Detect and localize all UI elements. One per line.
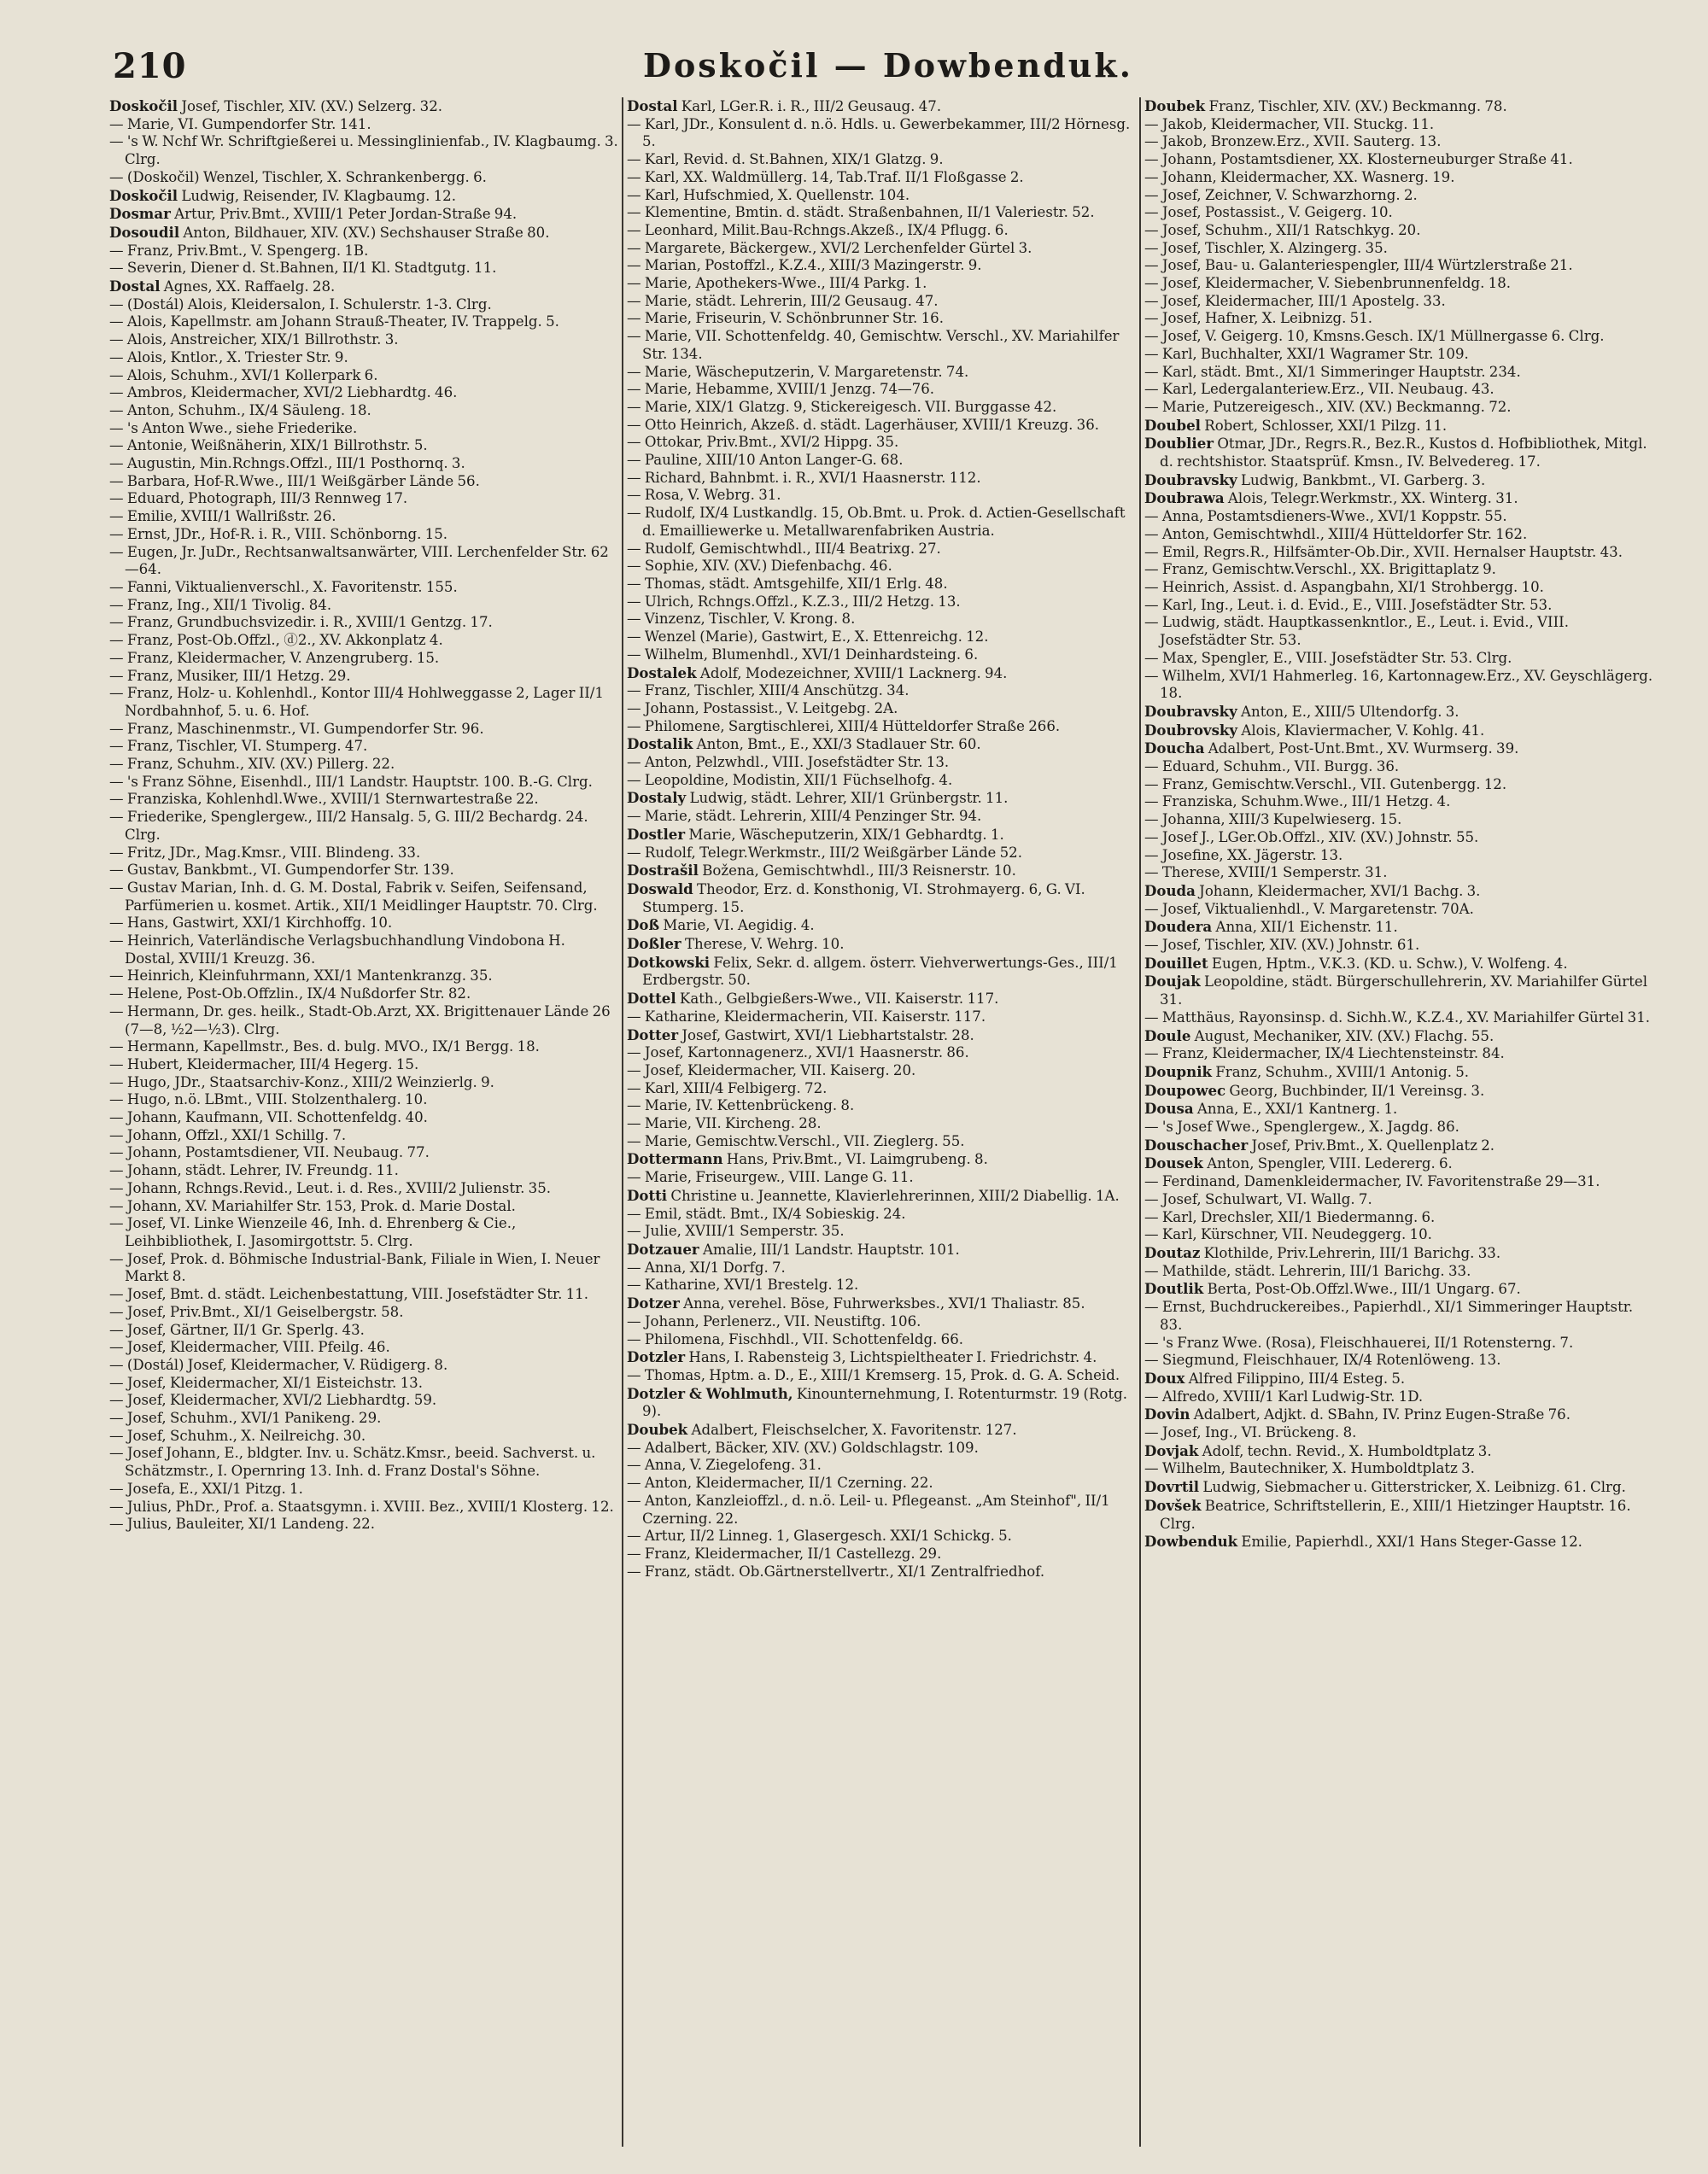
directory-entry: — Thomas, städt. Amtsgehilfe, XII/1 Erlg. 48.: [627, 575, 948, 592]
directory-entry: — Josef, Tischler, X. Alzingerg. 35.: [1144, 239, 1388, 256]
directory-entry: — Josef Johann, E., bldgter. Inv. u. Schätz.Kmsr., beeid. Sachverst. u. Schätzmstr., I. Opernring 13. Inh. d. Franz Dostal's Söhne.: [109, 1445, 596, 1480]
directory-entry: — Helene, Post-Ob.Offzlin., IX/4 Nußdorfer Str. 82.: [109, 985, 471, 1002]
directory-entry: — Heinrich, Vaterländische Verlagsbuchhandlung Vindobona H. Dostal, XVIII/1 Kreuzg. 36.: [109, 932, 565, 967]
directory-entry: — Franz, Maschinenmstr., VI. Gumpendorfer Str. 96.: [109, 720, 484, 737]
directory-entry: — Katharine, XVI/1 Brestelg. 12.: [627, 1277, 859, 1294]
directory-entry: — Hermann, Dr. ges. heilk., Stadt-Ob.Arzt, XX. Brigittenauer Lände 26 (7—8, ½2—½3). Clrg.: [109, 1002, 611, 1037]
directory-entry: — Johann, Kleidermacher, XX. Wasnerg. 19.: [1144, 168, 1455, 185]
directory-entry: — Franz, Priv.Bmt., V. Spengerg. 1B.: [109, 242, 369, 259]
directory-entry: — Gustav Marian, Inh. d. G. M. Dostal, Fabrik v. Seifen, Seifensand, Parfümerien u. kosmet. Artik., XII/1 Meidlinger Hauptstr. 70. Clrg.: [109, 879, 598, 914]
directory-entry: — Wilhelm, Blumenhdl., XVI/1 Deinhardsteing. 6.: [627, 646, 979, 663]
directory-entry: — Heinrich, Kleinfuhrmann, XXI/1 Mantenkranzg. 35.: [109, 967, 493, 985]
directory-entry: Dowbenduk Emilie, Papierhdl., XXI/1 Hans Steger-Gasse 12.: [1144, 1533, 1582, 1551]
directory-entry: — Karl, Ing., Leut. i. d. Evid., E., VIII. Josefstädter Str. 53.: [1144, 596, 1553, 613]
directory-entry: Dotzler Hans, I. Rabensteig 3, Lichtspieltheater I. Friedrichstr. 4.: [627, 1348, 1097, 1366]
directory-entry: — 's Anton Wwe., siehe Friederike.: [109, 419, 358, 436]
directory-entry: — Artur, II/2 Linneg. 1, Glasergesch. XXI/1 Schickg. 5.: [627, 1528, 1012, 1545]
directory-entry: — Johann, Kaufmann, VII. Schottenfeldg. 40.: [109, 1109, 428, 1126]
directory-entry: — Marie, IV. Kettenbrückeng. 8.: [627, 1097, 855, 1114]
directory-entry: — Franz, Holz- u. Kohlenhdl., Kontor III/4 Hohlweggasse 2, Lager II/1 Nordbahnhof, 5. u. 6. Hof.: [109, 685, 604, 719]
directory-entry: — Hugo, JDr., Staatsarchiv-Konz., XIII/2 Weinzierlg. 9.: [109, 1073, 494, 1090]
directory-entry: — 's Franz Söhne, Eisenhdl., III/1 Landstr. Hauptstr. 100. B.-G. Clrg.: [109, 773, 593, 790]
directory-entry: — Karl, Kürschner, VII. Neudeggerg. 10.: [1144, 1226, 1432, 1243]
directory-entry: — Josef, Kleidermacher, V. Siebenbrunnenfeldg. 18.: [1144, 275, 1512, 292]
directory-entry: Doßler Therese, V. Wehrg. 10.: [627, 935, 845, 953]
directory-entry: Doubel Robert, Schlosser, XXI/1 Pilzg. 11.: [1144, 416, 1448, 434]
directory-entry: Dottermann Hans, Priv.Bmt., VI. Laimgrubeng. 8.: [627, 1150, 988, 1168]
directory-entry: — Franz, Musiker, III/1 Hetzg. 29.: [109, 667, 351, 684]
directory-entry: — Julius, PhDr., Prof. a. Staatsgymn. i. XVIII. Bez., XVIII/1 Klosterg. 12.: [109, 1498, 614, 1515]
directory-entry: — Josef, Ing., VI. Brückeng. 8.: [1144, 1424, 1357, 1441]
directory-entry: Doutlik Berta, Post-Ob.Offzl.Wwe., III/1 Ungarg. 67.: [1144, 1280, 1521, 1298]
directory-entry: — Marian, Postoffzl., K.Z.4., XIII/3 Mazingerstr. 9.: [627, 257, 982, 274]
running-head: Doskočil — Dowbenduk.: [643, 46, 1133, 85]
directory-entry: Dottel Kath., Gelbgießers-Wwe., VII. Kaiserstr. 117.: [627, 990, 999, 1008]
directory-entry: — Josef, Kleidermacher, III/1 Apostelg. 33.: [1144, 292, 1446, 309]
directory-entry: — Anton, Schuhm., IX/4 Säuleng. 18.: [109, 401, 371, 418]
directory-entry: — Fanni, Viktualienverschl., X. Favoritenstr. 155.: [109, 578, 458, 595]
directory-entry: — Josef, VI. Linke Wienzeile 46, Inh. d. Ehrenberg & Cie., Leihbibliothek, I. Jasomirgottstr. 5. Clrg.: [109, 1215, 517, 1249]
directory-entry: Dotzler & Wohlmuth, Kinounternehmung, I. Rotenturmstr. 19 (Rotg. 9).: [627, 1384, 1128, 1420]
directory-entry: — Marie, städt. Lehrerin, III/2 Geusaug. 47.: [627, 292, 939, 309]
directory-entry: — Jakob, Kleidermacher, VII. Stuckg. 11.: [1144, 115, 1435, 132]
directory-entry: — Pauline, XIII/10 Anton Langer-G. 68.: [627, 452, 904, 469]
directory-entry: — Emilie, XVIII/1 Wallrißstr. 26.: [109, 508, 336, 525]
directory-entry: — Marie, Apothekers-Wwe., III/4 Parkg. 1.: [627, 275, 927, 292]
directory-entry: — Marie, VII. Kircheng. 28.: [627, 1115, 822, 1132]
directory-entry: — Franz, Tischler, VI. Stumperg. 47.: [109, 738, 368, 755]
directory-entry: — Karl, Hufschmied, X. Quellenstr. 104.: [627, 186, 910, 203]
directory-entry: — Marie, Hebamme, XVIII/1 Jenzg. 74—76.: [627, 381, 935, 398]
directory-entry: — Wenzel (Marie), Gastwirt, E., X. Ettenreichg. 12.: [627, 628, 989, 646]
directory-entry: — Wilhelm, Bautechniker, X. Humboldtplatz 3.: [1144, 1460, 1475, 1477]
directory-entry: — Rudolf, IX/4 Lustkandlg. 15, Ob.Bmt. u. Prok. d. Actien-Gesellschaft d. Emailliewerke u. Metallwarenfabriken Austria.: [627, 505, 1126, 539]
directory-entry: — Adalbert, Bäcker, XIV. (XV.) Goldschlagstr. 109.: [627, 1439, 979, 1456]
directory-entry: Dostal Karl, LGer.R. i. R., III/2 Geusaug. 47.: [627, 97, 942, 114]
directory-entry: — Philomena, Fischhdl., VII. Schottenfeldg. 66.: [627, 1330, 964, 1347]
directory-entry: — Alois, Schuhm., XVI/1 Kollerpark 6.: [109, 366, 378, 383]
directory-entry: — Anton, Kanzleioffzl., d. n.ö. Leil- u. Pflegeanst. „Am Steinhof", II/1 Czerning. 22.: [627, 1492, 1110, 1527]
directory-entry: — Ernst, JDr., Hof-R. i. R., VIII. Schönborng. 15.: [109, 525, 448, 542]
directory-entry: — Johann, städt. Lehrer, IV. Freundg. 11.: [109, 1162, 399, 1179]
directory-entry: Dovrtil Ludwig, Siebmacher u. Gitterstricker, X. Leibnizg. 61. Clrg.: [1144, 1478, 1626, 1496]
directory-columns: [109, 97, 1681, 2147]
directory-entry: — Anton, Gemischtwhdl., XIII/4 Hütteldorfer Str. 162.: [1144, 525, 1528, 542]
directory-entry: — Leopoldine, Modistin, XII/1 Füchselhofg. 4.: [627, 771, 953, 788]
directory-entry: — Franziska, Kohlenhdl.Wwe., XVIII/1 Sternwartestraße 22.: [109, 791, 539, 808]
directory-entry: — Matthäus, Rayonsinsp. d. Sichh.W., K.Z.4., XV. Mariahilfer Gürtel 31.: [1144, 1008, 1651, 1026]
directory-entry: Dostler Marie, Wäscheputzerin, XIX/1 Gebhardtg. 1.: [627, 825, 1004, 843]
directory-entry: — Josef, Tischler, XIV. (XV.) Johnstr. 61.: [1144, 937, 1420, 954]
directory-entry: — Antonie, Weißnäherin, XIX/1 Billrothstr. 5.: [109, 437, 428, 454]
directory-entry: Doujak Leopoldine, städt. Bürgerschullehrerin, XV. Mariahilfer Gürtel 31.: [1144, 973, 1648, 1008]
directory-entry: — Josef, Priv.Bmt., XI/1 Geiselbergstr. 58.: [109, 1303, 404, 1320]
directory-entry: — Alois, Kapellmstr. am Johann Strauß-Theater, IV. Trappelg. 5.: [109, 313, 559, 330]
directory-entry: — 's Josef Wwe., Spenglergew., X. Jagdg. 86.: [1144, 1119, 1459, 1136]
directory-entry: — Josefine, XX. Jägerstr. 13.: [1144, 846, 1343, 863]
directory-entry: — Franz, Kleidermacher, IX/4 Liechtensteinstr. 84.: [1144, 1045, 1505, 1062]
directory-entry: — Barbara, Hof-R.Wwe., III/1 Weißgärber Lände 56.: [109, 472, 480, 489]
directory-entry: — Karl, Drechsler, XII/1 Biedermanng. 6.: [1144, 1208, 1436, 1225]
directory-entry: — Johann, XV. Mariahilfer Str. 153, Prok. d. Marie Dostal.: [109, 1197, 516, 1214]
directory-entry: — Ernst, Buchdruckereibes., Papierhdl., XI/1 Simmeringer Hauptstr. 83.: [1144, 1299, 1634, 1333]
page-header: [102, 34, 1674, 94]
directory-entry: Dostal Agnes, XX. Raffaelg. 28.: [109, 278, 336, 295]
directory-entry: — Ludwig, städt. Hauptkassenkntlor., E., Leut. i. Evid., VIII. Josefstädter Str. 53.: [1144, 614, 1569, 649]
directory-entry: Doskočil Josef, Tischler, XIV. (XV.) Selzerg. 32.: [109, 97, 443, 114]
directory-entry: — Franz, Grundbuchsvizedir. i. R., XVIII/1 Gentzg. 17.: [109, 614, 493, 631]
directory-entry: Doubravsky Ludwig, Bankbmt., VI. Garberg. 3.: [1144, 470, 1486, 488]
directory-entry: — (Dostál) Josef, Kleidermacher, V. Rüdigerg. 8.: [109, 1356, 448, 1373]
column-3: [1144, 97, 1653, 2147]
directory-entry: Doule August, Mechaniker, XIV. (XV.) Flachg. 55.: [1144, 1026, 1494, 1044]
directory-entry: Dostaly Ludwig, städt. Lehrer, XII/1 Grünbergstr. 11.: [627, 789, 1009, 807]
directory-entry: — Karl, Ledergalanteriew.Erz., VII. Neubaug. 43.: [1144, 381, 1494, 398]
directory-entry: — Josef J., LGer.Ob.Offzl., XIV. (XV.) Johnstr. 55.: [1144, 828, 1479, 845]
directory-entry: — Hermann, Kapellmstr., Bes. d. bulg. MVO., IX/1 Bergg. 18.: [109, 1038, 540, 1055]
directory-entry: — 's Franz Wwe. (Rosa), Fleischhauerei, II/1 Rotensterng. 7.: [1144, 1334, 1574, 1351]
directory-entry: — Josef, Schuhm., XII/1 Ratschkyg. 20.: [1144, 221, 1421, 238]
page-number: 210: [113, 46, 187, 86]
directory-entry: Doubek Franz, Tischler, XIV. (XV.) Beckmanng. 78.: [1144, 97, 1507, 114]
directory-entry: — Margarete, Bäckergew., XVI/2 Lerchenfelder Gürtel 3.: [627, 239, 1032, 256]
directory-entry: Dousa Anna, E., XXI/1 Kantnerg. 1.: [1144, 1100, 1398, 1118]
directory-entry: — Josef, Kleidermacher, VII. Kaiserg. 20.: [627, 1061, 916, 1078]
directory-entry: — Josef, Schuhm., XVI/1 Panikeng. 29.: [109, 1410, 382, 1427]
directory-entry: — Max, Spengler, E., VIII. Josefstädter Str. 53. Clrg.: [1144, 649, 1512, 666]
directory-entry: — Franz, Post-Ob.Offzl., ⓓ2., XV. Akkonplatz 4.: [109, 632, 443, 649]
directory-entry: Dotter Josef, Gastwirt, XVI/1 Liebhartstalstr. 28.: [627, 1026, 974, 1043]
directory-entry: — Friederike, Spenglergew., III/2 Hansalg. 5, G. III/2 Bechardg. 24. Clrg.: [109, 809, 588, 843]
column-1: [109, 97, 618, 2147]
directory-entry: — Philomene, Sargtischlerei, XIII/4 Hütteldorfer Straße 266.: [627, 717, 1061, 734]
directory-entry: Dosoudil Anton, Bildhauer, XIV. (XV.) Sechshauser Straße 80.: [109, 223, 550, 241]
directory-entry: — Rudolf, Telegr.Werkmstr., III/2 Weißgärber Lände 52.: [627, 844, 1022, 861]
directory-entry: — Karl, Revid. d. St.Bahnen, XIX/1 Glatzg. 9.: [627, 151, 944, 168]
directory-entry: — Franziska, Schuhm.Wwe., III/1 Hetzg. 4.: [1144, 793, 1451, 810]
directory-entry: Doubrovsky Alois, Klaviermacher, V. Kohlg. 41.: [1144, 721, 1485, 739]
directory-entry: — Gustav, Bankbmt., VI. Gumpendorfer Str. 139.: [109, 862, 454, 879]
directory-entry: — Franz, Tischler, XIII/4 Anschützg. 34.: [627, 682, 910, 699]
directory-entry: Dotzer Anna, verehel. Böse, Fuhrwerksbes., XVI/1 Thaliastr. 85.: [627, 1294, 1085, 1312]
directory-entry: — Marie, Wäscheputzerin, V. Margaretenstr. 74.: [627, 363, 969, 380]
directory-entry: — Wilhelm, XVI/1 Hahmerleg. 16, Kartonnagew.Erz., XV. Geyschlägerg. 18.: [1144, 667, 1653, 702]
directory-entry: — Marie, Friseurgew., VIII. Lange G. 11.: [627, 1169, 914, 1186]
directory-entry: — Josef, Kleidermacher, XVI/2 Liebhardtg. 59.: [109, 1392, 437, 1409]
directory-entry: — Richard, Bahnbmt. i. R., XVI/1 Haasnerstr. 112.: [627, 469, 981, 486]
directory-entry: Doupowec Georg, Buchbinder, II/1 Vereinsg. 3.: [1144, 1081, 1485, 1099]
directory-entry: — Alois, Kntlor., X. Triester Str. 9.: [109, 348, 348, 365]
directory-entry: Doubek Adalbert, Fleischselcher, X. Favoritenstr. 127.: [627, 1421, 1017, 1439]
directory-entry: — Franz, Ing., XII/1 Tivolig. 84.: [109, 596, 332, 613]
directory-entry: Douschacher Josef, Priv.Bmt., X. Quellenplatz 2.: [1144, 1136, 1495, 1154]
directory-entry: — Hugo, n.ö. LBmt., VIII. Stolzenthalerg. 10.: [109, 1091, 428, 1108]
directory-entry: — Julius, Bauleiter, XI/1 Landeng. 22.: [109, 1516, 376, 1533]
directory-entry: — Katharine, Kleidermacherin, VII. Kaiserstr. 117.: [627, 1008, 986, 1025]
directory-entry: Douda Johann, Kleidermacher, XVI/1 Bachg. 3.: [1144, 881, 1481, 899]
directory-entry: Dovin Adalbert, Adjkt. d. SBahn, IV. Prinz Eugen-Straße 76.: [1144, 1406, 1571, 1423]
directory-entry: Doubravsky Anton, E., XIII/5 Ultendorfg. 3.: [1144, 702, 1459, 720]
directory-entry: — Josef, Prok. d. Böhmische Industrial-Bank, Filiale in Wien, I. Neuer Markt 8.: [109, 1250, 600, 1285]
directory-entry: — Josef, Schulwart, VI. Wallg. 7.: [1144, 1190, 1372, 1207]
directory-entry: — Josef, Zeichner, V. Schwarzhorng. 2.: [1144, 186, 1418, 203]
directory-entry: — Marie, städt. Lehrerin, XIII/4 Penzinger Str. 94.: [627, 808, 982, 825]
directory-entry: — Thomas, Hptm. a. D., E., XIII/1 Kremserg. 15, Prok. d. G. A. Scheid.: [627, 1366, 1120, 1383]
directory-entry: — Hubert, Kleidermacher, III/4 Hegerg. 15.: [109, 1055, 419, 1072]
directory-entry: Dousek Anton, Spengler, VIII. Ledererg. 6.: [1144, 1154, 1453, 1172]
directory-entry: Doß Marie, VI. Aegidig. 4.: [627, 916, 815, 934]
directory-entry: — Karl, Buchhalter, XXI/1 Wagramer Str. 109.: [1144, 345, 1469, 362]
directory-entry: — Emil, Regrs.R., Hilfsämter-Ob.Dir., XVII. Hernalser Hauptstr. 43.: [1144, 543, 1623, 560]
directory-entry: — Franz, Schuhm., XIV. (XV.) Pillerg. 22.: [109, 756, 395, 773]
directory-entry: — Eduard, Photograph, III/3 Rennweg 17.: [109, 490, 408, 507]
directory-entry: — Karl, XX. Waldmüllerg. 14, Tab.Traf. II/1 Floßgasse 2.: [627, 168, 1024, 185]
directory-entry: — Johanna, XIII/3 Kupelwieserg. 15.: [1144, 811, 1402, 828]
directory-entry: — Franz, Kleidermacher, V. Anzengruberg. 15.: [109, 649, 440, 666]
directory-entry: — Augustin, Min.Rchngs.Offzl., III/1 Posthornq. 3.: [109, 455, 465, 472]
directory-entry: Doskočil Ludwig, Reisender, IV. Klagbaumg. 12.: [109, 186, 457, 204]
directory-entry: Dovšek Beatrice, Schriftstellerin, E., XIII/1 Hietzinger Hauptstr. 16. Clrg.: [1144, 1496, 1631, 1532]
directory-entry: — Johann, Postamtsdiener, VII. Neubaug. 77.: [109, 1144, 430, 1161]
directory-entry: Doudera Anna, XII/1 Eichenstr. 11.: [1144, 918, 1398, 936]
directory-entry: — Julie, XVIII/1 Semperstr. 35.: [627, 1223, 845, 1240]
directory-entry: — Anton, Kleidermacher, II/1 Czerning. 22.: [627, 1475, 933, 1492]
directory-entry: — Marie, Friseurin, V. Schönbrunner Str. 16.: [627, 310, 944, 327]
directory-entry: — (Doskočil) Wenzel, Tischler, X. Schrankenbergg. 6.: [109, 168, 487, 185]
directory-entry: — Marie, Gemischtw.Verschl., VII. Zieglerg. 55.: [627, 1132, 965, 1149]
directory-entry: Douillet Eugen, Hptm., V.K.3. (KD. u. Schw.), V. Wolfeng. 4.: [1144, 954, 1568, 972]
directory-entry: — Severin, Diener d. St.Bahnen, II/1 Kl. Stadtgutg. 11.: [109, 260, 497, 277]
directory-entry: — Josef, Postassist., V. Geigerg. 10.: [1144, 204, 1393, 221]
directory-entry: — Mathilde, städt. Lehrerin, III/1 Barichg. 33.: [1144, 1262, 1471, 1279]
directory-entry: — Josef, Gärtner, II/1 Gr. Sperlg. 43.: [109, 1321, 365, 1338]
directory-entry: — Franz, städt. Ob.Gärtnerstellvertr., XI/1 Zentralfriedhof.: [627, 1563, 1045, 1580]
directory-entry: Doublier Otmar, JDr., Regrs.R., Bez.R., Kustos d. Hofbibliothek, Mitgl. d. rechtshistor. Staatsprüf. Kmsn., IV. Belvedereg. 17.: [1144, 435, 1647, 470]
directory-entry: — Rudolf, Gemischtwhdl., III/4 Beatrixg. 27.: [627, 540, 941, 557]
directory-entry: — Franz, Gemischtw.Verschl., XX. Brigittaplatz 9.: [1144, 561, 1496, 578]
directory-entry: — Ferdinand, Damenkleidermacher, IV. Favoritenstraße 29—31.: [1144, 1173, 1600, 1190]
directory-entry: — Vinzenz, Tischler, V. Krong. 8.: [627, 611, 856, 628]
directory-entry: — Ulrich, Rchngs.Offzl., K.Z.3., III/2 Hetzg. 13.: [627, 593, 961, 610]
directory-entry: — Anna, Postamtsdieners-Wwe., XVI/1 Koppstr. 55.: [1144, 508, 1507, 525]
directory-entry: — Josef, V. Geigerg. 10, Kmsns.Gesch. IX/1 Müllnergasse 6. Clrg.: [1144, 328, 1605, 345]
directory-entry: — Karl, JDr., Konsulent d. n.ö. Hdls. u. Gewerbekammer, III/2 Hörnesg. 5.: [627, 115, 1131, 150]
directory-entry: — Franz, Gemischtw.Verschl., VII. Gutenbergg. 12.: [1144, 775, 1507, 792]
directory-entry: Doupnik Franz, Schuhm., XVIII/1 Antonig. 5.: [1144, 1062, 1470, 1080]
directory-entry: — Johann, Postassist., V. Leitgebg. 2A.: [627, 699, 898, 716]
directory-entry: Doucha Adalbert, Post-Unt.Bmt., XV. Wurmserg. 39.: [1144, 739, 1519, 757]
directory-entry: — Josef, Viktualienhdl., V. Margaretenstr. 70A.: [1144, 900, 1474, 917]
directory-entry: — Ambros, Kleidermacher, XVI/2 Liebhardtg. 46.: [109, 384, 458, 401]
directory-entry: — Heinrich, Assist. d. Aspangbahn, XI/1 Strohbergg. 10.: [1144, 578, 1544, 595]
directory-entry: Doswald Theodor, Erz. d. Konsthonig, VI. Strohmayerg. 6, G. VI. Stumperg. 15.: [627, 880, 1085, 915]
directory-entry: — (Dostál) Alois, Kleidersalon, I. Schulerstr. 1-3. Clrg.: [109, 295, 492, 313]
directory-entry: Dostalek Adolf, Modezeichner, XVIII/1 Lacknerg. 94.: [627, 663, 1008, 681]
directory-entry: Dosmar Artur, Priv.Bmt., XVIII/1 Peter Jordan-Straße 94.: [109, 205, 518, 223]
directory-entry: — Josef, Kleidermacher, XI/1 Eisteichstr. 13.: [109, 1374, 423, 1391]
directory-entry: — Rosa, V. Webrg. 31.: [627, 487, 781, 504]
directory-entry: Dotkowski Felix, Sekr. d. allgem. österr. Viehverwertungs-Ges., III/1 Erdbergstr. 50.: [627, 953, 1118, 989]
directory-entry: Dovjak Adolf, techn. Revid., X. Humboldtplatz 3.: [1144, 1441, 1492, 1459]
directory-entry: — Marie, Putzereigesch., XIV. (XV.) Beckmanng. 72.: [1144, 398, 1512, 415]
directory-entry: — Fritz, JDr., Mag.Kmsr., VIII. Blindeng. 33.: [109, 844, 421, 861]
column-2: [627, 97, 1136, 2147]
directory-entry: — Josefa, E., XXI/1 Pitzg. 1.: [109, 1480, 303, 1497]
directory-entry: — Alois, Anstreicher, XIX/1 Billrothstr. 3.: [109, 331, 399, 348]
column-divider: [622, 97, 623, 2147]
directory-entry: — Josef, Hafner, X. Leibnizg. 51.: [1144, 310, 1373, 327]
directory-entry: — Anton, Pelzwhdl., VIII. Josefstädter Str. 13.: [627, 754, 950, 771]
directory-entry: Dostalik Anton, Bmt., E., XXI/3 Stadlauer Str. 60.: [627, 735, 981, 753]
directory-entry: — Josef, Kleidermacher, VIII. Pfeilg. 46.: [109, 1339, 390, 1356]
directory-entry: — Hans, Gastwirt, XXI/1 Kirchhoffg. 10.: [109, 915, 393, 932]
directory-entry: — Sophie, XIV. (XV.) Diefenbachg. 46.: [627, 558, 892, 575]
directory-entry: — Emil, städt. Bmt., IX/4 Sobieskig. 24.: [627, 1205, 906, 1222]
directory-entry: — Anna, V. Ziegelofeng. 31.: [627, 1457, 822, 1474]
directory-entry: — Eduard, Schuhm., VII. Burgg. 36.: [1144, 758, 1400, 775]
directory-entry: — Josef, Bau- u. Galanteriespengler, III/4 Würtzlerstraße 21.: [1144, 257, 1573, 274]
directory-entry: Doutaz Klothilde, Priv.Lehrerin, III/1 Barichg. 33.: [1144, 1244, 1501, 1261]
directory-entry: — Josef, Bmt. d. städt. Leichenbestattung, VIII. Josefstädter Str. 11.: [109, 1286, 589, 1303]
directory-entry: — Alfredo, XVIII/1 Karl Ludwig-Str. 1D.: [1144, 1388, 1424, 1405]
directory-entry: — Eugen, Jr. JuDr., Rechtsanwaltsanwärter, VIII. Lerchenfelder Str. 62—64.: [109, 543, 609, 578]
directory-entry: — Siegmund, Fleischhauer, IX/4 Rotenlöweng. 13.: [1144, 1352, 1501, 1369]
directory-entry: — Marie, VI. Gumpendorfer Str. 141.: [109, 115, 371, 132]
directory-entry: — Marie, XIX/1 Glatzg. 9, Stickereigesch. VII. Burggasse 42.: [627, 398, 1057, 415]
directory-entry: Dostrašil Božena, Gemischtwhdl., III/3 Reisnerstr. 10.: [627, 862, 1016, 880]
directory-entry: — Franz, Kleidermacher, II/1 Castellezg. 29.: [627, 1545, 942, 1562]
directory-entry: — Karl, XIII/4 Felbigerg. 72.: [627, 1079, 828, 1096]
directory-entry: — Josef, Schuhm., X. Neilreichg. 30.: [109, 1427, 366, 1444]
directory-entry: — Therese, XVIII/1 Semperstr. 31.: [1144, 864, 1388, 881]
directory-entry: — Josef, Kartonnagenerz., XVI/1 Haasnerstr. 86.: [627, 1044, 969, 1061]
directory-entry: — Karl, städt. Bmt., XI/1 Simmeringer Hauptstr. 234.: [1144, 363, 1521, 380]
directory-entry: — Klementine, Bmtin. d. städt. Straßenbahnen, II/1 Valeriestr. 52.: [627, 204, 1095, 221]
directory-entry: — Ottokar, Priv.Bmt., XVI/2 Hippg. 35.: [627, 434, 899, 451]
directory-entry: — Johann, Perlenerz., VII. Neustiftg. 106.: [627, 1312, 921, 1330]
directory-entry: — Otto Heinrich, Akzeß. d. städt. Lagerhäuser, XVIII/1 Kreuzg. 36.: [627, 416, 1100, 433]
column-divider: [1139, 97, 1141, 2147]
directory-entry: — 's W. Nchf Wr. Schriftgießerei u. Messinglinienfab., IV. Klagbaumg. 3. Clrg.: [109, 133, 618, 168]
directory-entry: — Johann, Offzl., XXI/1 Schillg. 7.: [109, 1126, 347, 1143]
directory-entry: — Johann, Postamtsdiener, XX. Klosterneuburger Straße 41.: [1144, 151, 1573, 168]
directory-entry: — Johann, Rchngs.Revid., Leut. i. d. Res., XVIII/2 Julienstr. 35.: [109, 1179, 552, 1196]
directory-entry: — Marie, VII. Schottenfeldg. 40, Gemischtw. Verschl., XV. Mariahilfer Str. 134.: [627, 328, 1120, 362]
directory-entry: — Anna, XI/1 Dorfg. 7.: [627, 1259, 786, 1276]
directory-entry: Doux Alfred Filippino, III/4 Esteg. 5.: [1144, 1369, 1406, 1387]
directory-entry: Dotti Christine u. Jeannette, Klavierlehrerinnen, XIII/2 Diabellig. 1A.: [627, 1186, 1120, 1204]
directory-entry: Doubrawa Alois, Telegr.Werkmstr., XX. Winterg. 31.: [1144, 489, 1518, 507]
directory-entry: — Jakob, Bronzew.Erz., XVII. Sauterg. 13.: [1144, 133, 1442, 150]
directory-entry: — Leonhard, Milit.Bau-Rchngs.Akzeß., IX/4 Pflugg. 6.: [627, 221, 1009, 238]
directory-entry: Dotzauer Amalie, III/1 Landstr. Hauptstr. 101.: [627, 1241, 960, 1258]
